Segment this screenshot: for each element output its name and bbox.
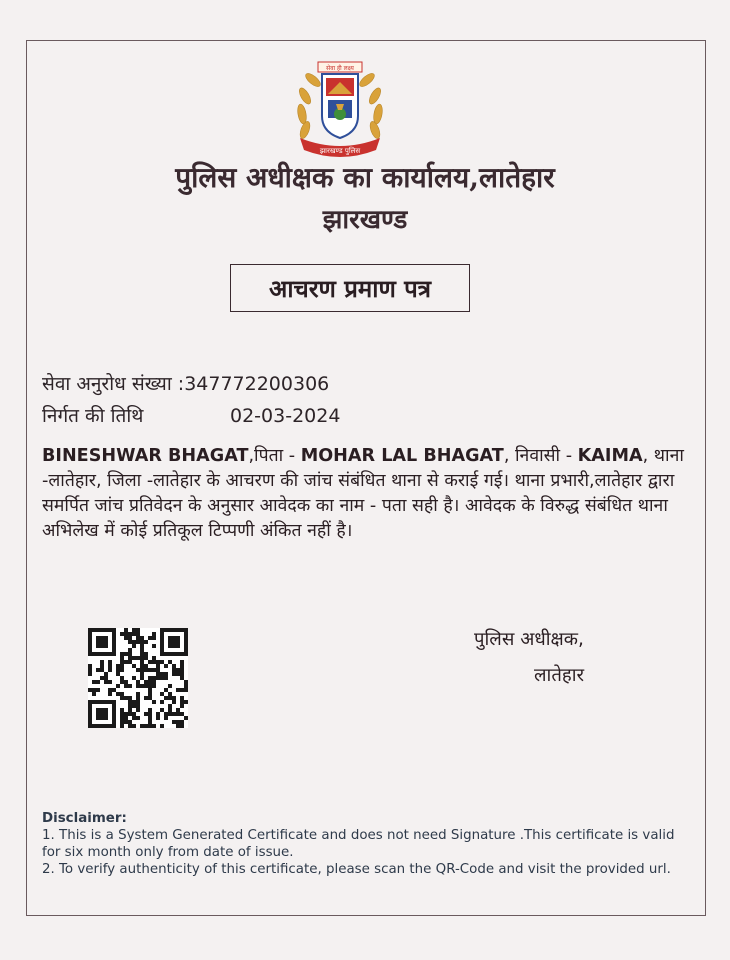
signatory-title: पुलिस अधीक्षक, xyxy=(474,629,584,650)
service-request-row xyxy=(42,370,329,396)
service-request-label: सेवा अनुरोध संख्या : xyxy=(42,373,185,395)
service-request-number: 347772200306 xyxy=(184,373,330,395)
office-title: पुलिस अधीक्षक का कार्यालय,लातेहार xyxy=(175,161,555,194)
father-label: ,पिता - xyxy=(248,446,301,466)
emblem-motto: सेवा ही लक्ष्य xyxy=(326,65,354,72)
disclaimer xyxy=(42,810,682,878)
disclaimer-heading: Disclaimer: xyxy=(42,811,127,826)
father-name: MOHAR LAL BHAGAT xyxy=(300,446,504,466)
disclaimer-line-2: 2. To verify authenticity of this certificate, please scan the QR-Code and visit the provided url. xyxy=(42,862,671,877)
resident-label: , निवासी - xyxy=(503,446,578,466)
applicant-name: BINESHWAR BHAGAT xyxy=(42,446,249,466)
certificate-statement: , थाना -लातेहार, जिला -लातेहार के आचरण की जांच संबंधित थाना से कराई गई। थाना प्रभारी,लातेहार द्वारा समर्पित जांच प्रतिवेदन के अनुसार आवेदक का नाम - पता सही है। आवेदक के विरुद्ध संबंधित थाना अभिलेख में कोई प्रतिकूल टिप्पणी अंकित नहीं है। xyxy=(42,446,684,541)
jharkhand-police-emblem xyxy=(292,56,388,162)
issue-date-row xyxy=(42,402,340,428)
disclaimer-line-1: 1. This is a System Generated Certificate and does not need Signature .This certificate is valid for six month only from date of issue. xyxy=(42,828,675,860)
certificate-title: आचरण प्रमाण पत्र xyxy=(230,264,470,312)
certificate-body xyxy=(42,444,692,544)
issue-date-value: 02-03-2024 xyxy=(230,405,341,427)
issue-date-label: निर्गत की तिथि xyxy=(42,405,144,427)
signatory-place: लातेहार xyxy=(534,665,585,686)
emblem-ribbon-text: झारखण्ड पुलिस xyxy=(319,147,361,155)
verification-qr-code[interactable] xyxy=(88,628,188,728)
village-name: KAIMA xyxy=(577,446,643,466)
state-title: झारखण्ड xyxy=(322,205,408,235)
